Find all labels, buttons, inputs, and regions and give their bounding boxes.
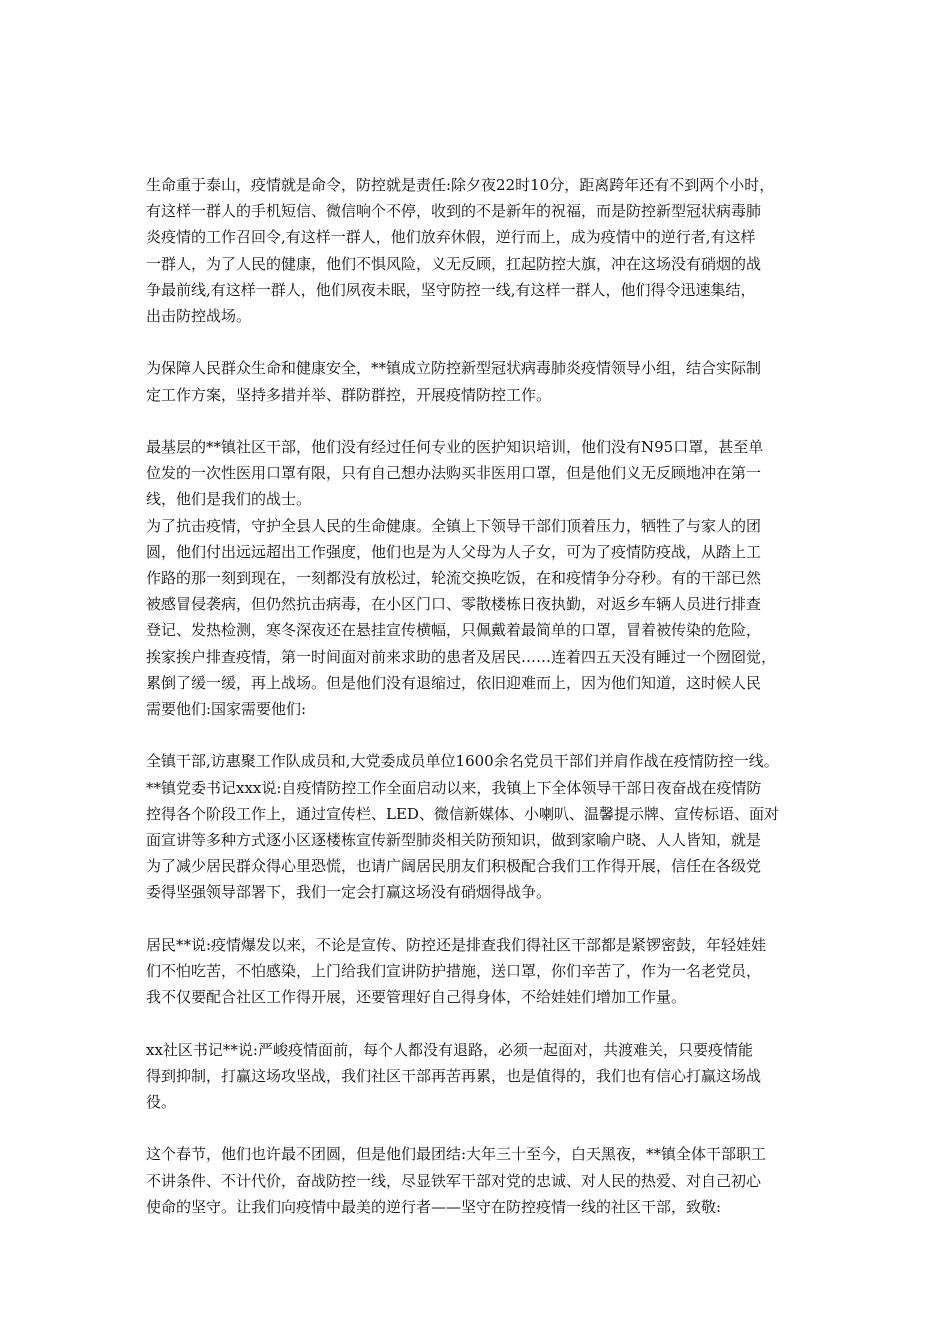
paragraph-gap <box>146 408 816 434</box>
paragraph-gap <box>146 1010 816 1036</box>
paragraph-gap <box>146 906 816 932</box>
paragraph-community-secretary: xx社区书记**说:严峻疫情面前，每个人都没有退路，必须一起面对，共渡难关，只要疫情能 得到抑制，打赢这场攻坚战，我们社区干部再苦再累，也是值得的，我们也有信心打赢这场战 役。 <box>146 1040 762 1112</box>
paragraph-call-to-duty: 生命重于泰山，疫情就是命令，防控就是责任:除夕夜22时10分，距离跨年还有不到两个小时， 有这样一群人的手机短信、微信响个不停，收到的不是新年的祝福，而是防控新型冠状病毒肺 炎疫情的工作召回令,有这样一群人，他们放弃休假，逆行而上，成为疫情中的逆行者,有这样 一群人，为了人民的健康，他们不惧风险，义无反顾，扛起防控大旗，冲在这场没有硝烟的战 争最前线,有这样一群人，他们夙夜未眠，坚守防控一线,有这样一群人，他们得令迅速集结， 出击防控战场。 <box>146 176 775 326</box>
paragraph-party-secretary: 全镇干部,访惠聚工作队成员和,大党委成员单位1600余名党员干部们并肩作战在疫情防控一线。 **镇党委书记xxx说:自疫情防控工作全面启动以来，我镇上下全体领导干部日夜奋战在疫情防 控得各个阶段工作上，通过宣传栏、LED、微信新媒体、小喇叭、温馨提示牌、宣传标语、面对 面宣讲等多种方式逐小区逐楼栋宣传新型肺炎相关防预知识，做到家喻户晓、人人皆知，就是 为了减少居民群众得心里恐慌，也请广阔居民朋友们积极配合我们工作得开展，信任在各级党 委得坚强领导部署下，我们一定会打赢这场没有硝烟得战争。 <box>146 752 779 902</box>
paragraph-gap <box>146 1115 816 1141</box>
paragraph-gap <box>146 329 816 355</box>
paragraph-community-cadres: 最基层的**镇社区干部，他们没有经过任何专业的医护知识培训，他们没有N95口罩，甚至单 位发的一次性医用口罩有限，只有自己想办法购买非医用口罩，但是他们义无反顾地冲在第一 线，他们是我们的战士。 为了抗击疫情，守护全县人民的生命健康。全镇上下领导干部们顶着压力，牺牲了与家人的团 圆，他们付出远远超出工作强度，他们也是为人父母为人子女，可为了疫情防疫战，从踏上工 作路的那一刻到现在，一刻都没有放松过，轮流交换吃饭，在和疫情争分夺秒。有的干部已然 被感冒侵袭病，但仍然抗击病毒，在小区门口、零散楼栋日夜执勤，对返乡车辆人员进行排查 登记、发热检测，寒冬深夜还在悬挂宣传横幅，只佩戴着最简单的口罩，冒着被传染的危险， 挨家挨户排查疫情，第一时间面对前来求助的患者及居民……连着四五天没有睡过一个囫囵觉， 累倒了缓一缓，再上战场。但是他们没有退缩过，依旧迎难而上，因为他们知道，这时候人民 需要他们:国家需要他们: <box>146 438 777 719</box>
paragraph-gap <box>146 722 816 748</box>
paragraph-resident-quote: 居民**说:疫情爆发以来，不论是宣传、防控还是排查我们得社区干部都是紧锣密鼓，年轻娃娃 们不怕吃苦，不怕感染，上门给我们宣讲防护措施，送口罩，你们辛苦了，作为一名老党员， 我不仅要配合社区工作得开展，还要管理好自己得身体，不给娃娃们增加工作量。 <box>146 935 767 1007</box>
document-body <box>146 172 816 1220</box>
paragraph-leadership-group: 为保障人民群众生命和健康安全，**镇成立防控新型冠状病毒肺炎疫情领导小组，结合实际制 定工作方案，坚持多措并举、群防群控，开展疫情防控工作。 <box>146 359 762 404</box>
paragraph-spring-festival: 这个春节，他们也许最不团圆，但是他们最团结:大年三十至今，白天黑夜，**镇全体干部职工 不讲条件、不计代价，奋战防控一线，尽显铁军干部对党的忠诚、对人民的热爱、对自己初心 使命的坚守。让我们向疫情中最美的逆行者——坚守在防控疫情一线的社区干部，致敬: <box>146 1145 767 1216</box>
